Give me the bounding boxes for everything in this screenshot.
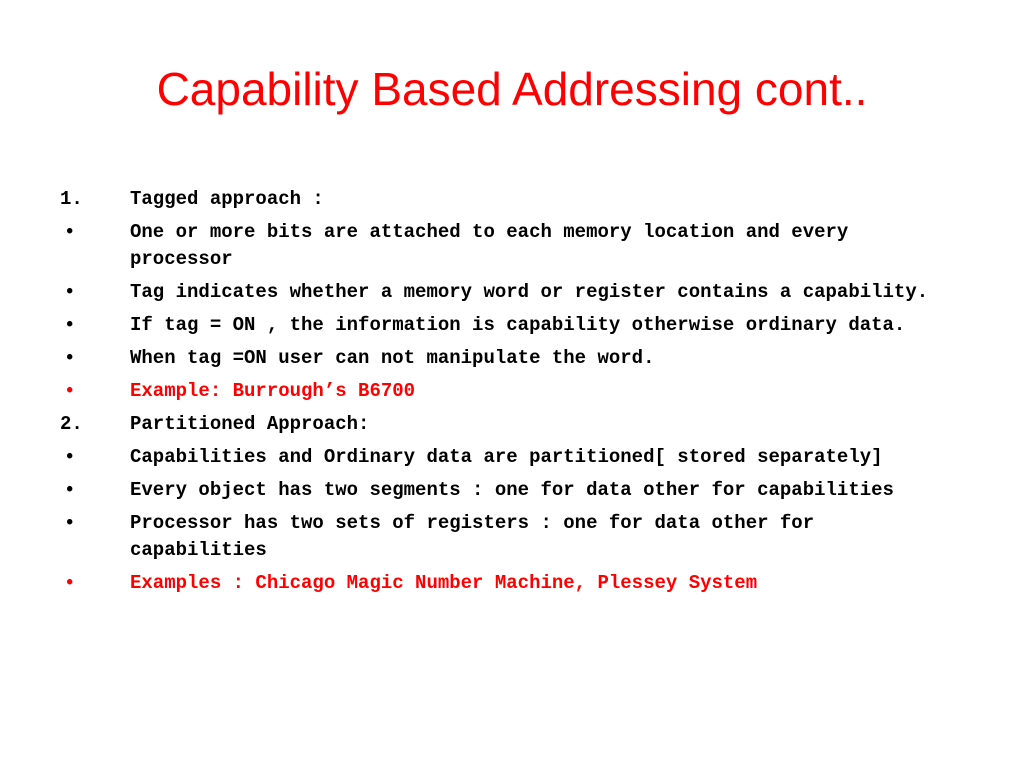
bullet-icon: •	[64, 314, 76, 336]
bullet-icon: •	[64, 572, 76, 594]
list-item-text: Partitioned Approach:	[130, 413, 370, 435]
list-number: 1.	[60, 188, 83, 210]
list-item-text: Example: Burrough’s B6700	[130, 380, 416, 402]
bullet-list	[60, 186, 960, 603]
list-item-text: If tag = ON , the information is capability otherwise ordinary data.	[130, 314, 906, 336]
bullet-icon: •	[64, 446, 76, 468]
list-item	[60, 510, 960, 564]
bullet-icon: •	[64, 380, 76, 402]
list-number: 2.	[60, 413, 83, 435]
numbered-item-tagged-approach	[60, 186, 960, 213]
bullet-icon: •	[64, 479, 76, 501]
list-item	[60, 444, 960, 471]
list-item	[60, 477, 960, 504]
list-item	[60, 345, 960, 372]
bullet-icon: •	[64, 512, 76, 534]
bullet-icon: •	[64, 281, 76, 303]
list-item-text: Tagged approach :	[130, 188, 324, 210]
bullet-icon: •	[64, 347, 76, 369]
list-item-text: When tag =ON user can not manipulate the word.	[130, 347, 655, 369]
list-item-text: Every object has two segments : one for data other for capabilities	[130, 479, 894, 501]
numbered-item-partitioned-approach	[60, 411, 960, 438]
example-item-chicago-plessey	[60, 570, 960, 597]
list-item-text: Capabilities and Ordinary data are partitioned[ stored separately]	[130, 446, 883, 468]
list-item	[60, 279, 960, 306]
list-item	[60, 219, 960, 273]
list-item	[60, 312, 960, 339]
list-item-text: Examples : Chicago Magic Number Machine, Plessey System	[130, 572, 758, 594]
list-item-text: Tag indicates whether a memory word or register contains a capability.	[130, 281, 929, 303]
bullet-icon: •	[64, 221, 76, 243]
list-item-text: One or more bits are attached to each memory location and every processor	[130, 221, 849, 270]
example-item-burroughs	[60, 378, 960, 405]
slide-title: Capability Based Addressing cont..	[156, 63, 868, 115]
list-item-text: Processor has two sets of registers : one for data other for capabilities	[130, 512, 815, 561]
